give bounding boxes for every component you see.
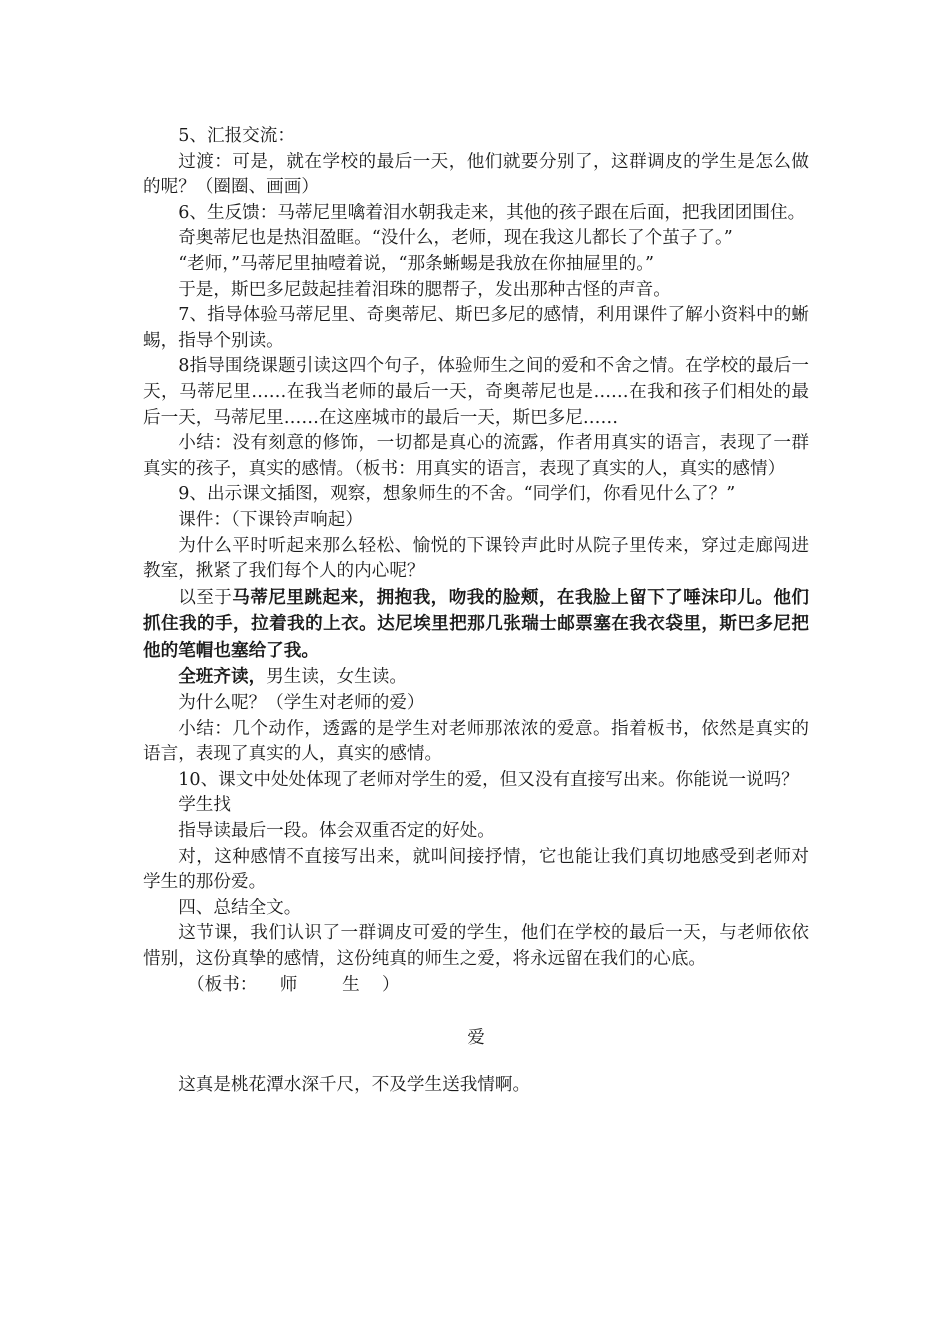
paragraph: 小结：几个动作，透露的是学生对老师那浓浓的爱意。指着板书，依然是真实的语言，表现了真实的人，真实的感情。 [143, 718, 809, 765]
paragraph: 小结：没有刻意的修饰，一切都是真心的流露，作者用真实的语言，表现了一群真实的孩子，真实的感情。（板书：用真实的语言，表现了真实的人，真实的感情） [143, 433, 809, 479]
paragraph: 这节课，我们认识了一群调皮可爱的学生，他们在学校的最后一天，与老师依依惜别，这份真挚的感情，这份纯真的师生之爱，将永远留在我们的心底。 [143, 923, 809, 969]
blackboard-center-word: 爱 [467, 1028, 485, 1049]
paragraph: 为什么呢？（学生对老师的爱） [178, 693, 425, 714]
paragraph: 7、指导体验马蒂尼里、奇奥蒂尼、斯巴多尼的感情，利用课件了解小资料中的蜥蜴，指导个别读。 [143, 305, 809, 351]
paragraph: 学生找 [178, 795, 231, 816]
reading-rest: 男生读，女生读。 [266, 667, 407, 688]
blackboard-line: （板书： 师 生 ） [187, 974, 400, 995]
reading-bold: 全班齐读， [178, 666, 267, 688]
paragraph: 奇奥蒂尼也是热泪盈眶。“没什么，老师，现在我这儿都长了个茧子了。” [178, 228, 733, 249]
quote-bold: 马蒂尼里跳起来，拥抱我，吻我的脸颊，在我脸上留下了唾沫印儿。他们抓住我的手，拉着我的上衣。达尼埃里把那几张瑞士邮票塞在我衣袋里，斯巴多尼把他的笔帽也塞给了我。 [143, 586, 809, 661]
paragraph: 为什么平时听起来那么轻松、愉悦的下课铃声此时从院子里传来，穿过走廊闯进教室，揪紧了我们每个人的内心呢？ [143, 535, 809, 582]
document-body [143, 124, 809, 1099]
paragraph: 6、生反馈：马蒂尼里噙着泪水朝我走来，其他的孩子跟在后面，把我团团围住。 [178, 202, 806, 223]
quote-lead: 以至于 [178, 587, 233, 608]
closing-sentence: 这真是桃花潭水深千尺，不及学生送我情啊。 [178, 1075, 531, 1096]
paragraph: 5、汇报交流： [178, 126, 295, 146]
paragraph: 10、课文中处处体现了老师对学生的爱，但又没有直接写出来。你能说一说吗？ [178, 769, 799, 790]
paragraph: 对，这种感情不直接写出来，就叫间接抒情，它也能让我们真切地感受到老师对学生的那份爱。 [143, 846, 809, 893]
paragraph: 9、出示课文插图，观察，想象师生的不舍。“同学们，你看见什么了？” [178, 484, 736, 505]
paragraph: “老师，”马蒂尼里抽噎着说，“那条蜥蜴是我放在你抽屉里的。” [178, 253, 655, 274]
paragraph: 于是，斯巴多尼鼓起挂着泪珠的腮帮子，发出那种古怪的声音。 [178, 279, 671, 300]
paragraph: 过渡：可是，就在学校的最后一天，他们就要分别了，这群调皮的学生是怎么做的呢？（圈圈、画画） [143, 151, 809, 198]
paragraph-reading [143, 664, 809, 691]
paragraph: 指导读最后一段。体会双重否定的好处。 [178, 821, 495, 842]
paragraph: 8指导围绕课题引读这四个句子，体验师生之间的爱和不舍之情。在学校的最后一天，马蒂尼里……在我当老师的最后一天，奇奥蒂尼也是……在我和孩子们相处的最后一天，马蒂尼里……在这座城市的最后一天，斯巴多尼…… [143, 356, 809, 428]
paragraph: 四、总结全文。 [178, 897, 302, 918]
paragraph: 课件：（下课铃声响起） [178, 509, 363, 530]
paragraph-quote [143, 585, 809, 665]
